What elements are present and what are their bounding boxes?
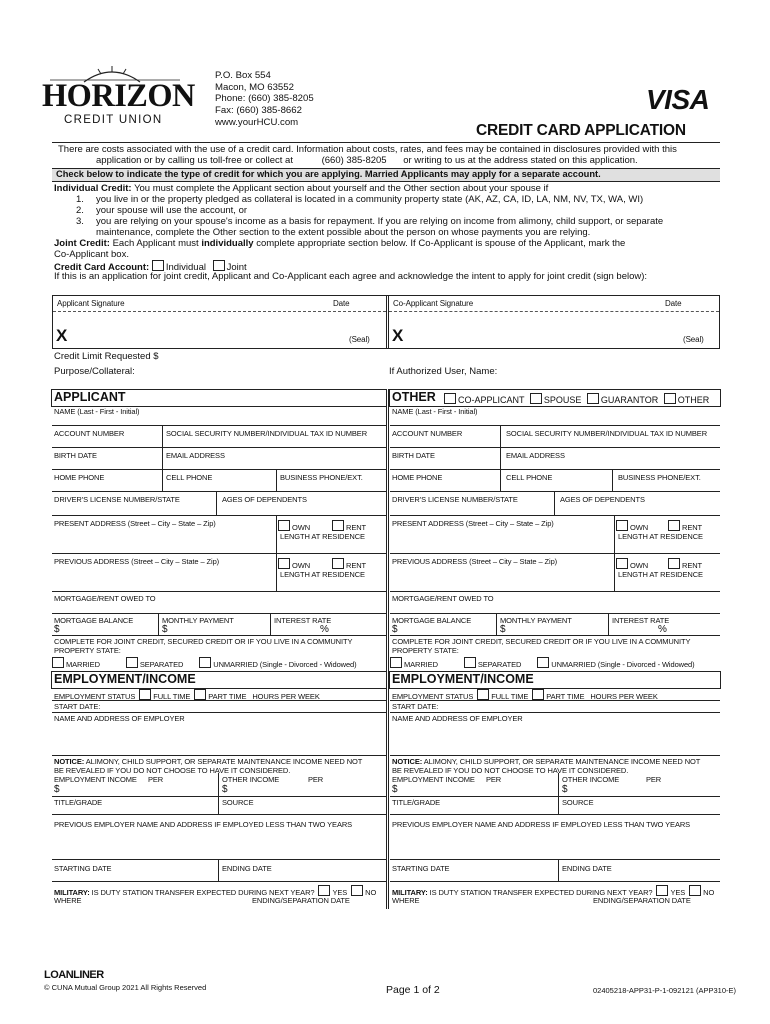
employer-field[interactable]: NAME AND ADDRESS OF EMPLOYER [54, 714, 185, 723]
item-text: you are relying on your spouse's income as a basis for repayment. If you are relying on income from alimony, child support, or separate [96, 216, 664, 227]
col-rule [558, 773, 559, 814]
row-rule [52, 469, 386, 470]
individual-option-label: Individual [165, 262, 206, 273]
notice-label: NOTICE: [54, 757, 85, 766]
previous-employer-field[interactable]: PREVIOUS EMPLOYER NAME AND ADDRESS IF EMPLOYED LESS THAN TWO YEARS [54, 820, 353, 829]
individual-credit-line [54, 183, 548, 194]
community-note: PROPERTY STATE: [392, 646, 459, 655]
monthly-payment-field[interactable]: MONTHLY PAYMENT [500, 616, 572, 625]
dependents-field[interactable]: AGES OF DEPENDENTS [560, 495, 645, 504]
mortgage-balance-field[interactable]: MORTGAGE BALANCE [54, 616, 134, 625]
military-label: MILITARY: [54, 888, 90, 897]
col-rule [608, 613, 609, 635]
dollar-sign: $ [500, 624, 506, 635]
separation-date-field[interactable]: ENDING/SEPARATION DATE [593, 896, 691, 905]
check-bar-text: Check below to indicate the type of credit for which you are applying. Married Applicants may apply for a separate account. [56, 169, 601, 179]
joint-note: If this is an application for joint credit, Applicant and Co-Applicant each agree and acknowledge the intent to apply for joint credit (sign below): [54, 271, 648, 282]
birth-date-field[interactable]: BIRTH DATE [392, 451, 435, 460]
page-title: CREDIT CARD APPLICATION [476, 122, 686, 139]
notice-label: NOTICE: [392, 757, 423, 766]
coapplicant-signature-field[interactable]: X [392, 326, 404, 345]
spouse-checkbox[interactable] [530, 393, 542, 404]
dollar-sign: $ [392, 784, 398, 795]
item-num: 1. [76, 194, 84, 205]
per-label: PER [148, 775, 164, 784]
community-note: PROPERTY STATE: [54, 646, 121, 655]
divider [389, 311, 719, 312]
percent-sign: % [658, 624, 667, 635]
row-rule [390, 469, 720, 470]
hours-per-week-field[interactable]: HOURS PER WEEK [590, 692, 658, 701]
col-rule [216, 491, 217, 515]
interest-rate-field[interactable]: INTEREST RATE [612, 616, 670, 625]
row-rule [52, 515, 386, 516]
start-date-field[interactable]: START DATE: [392, 702, 439, 711]
home-phone-field[interactable]: HOME PHONE [392, 473, 443, 482]
col-rule [276, 515, 277, 553]
license-field[interactable]: DRIVER'S LICENSE NUMBER/STATE [392, 495, 518, 504]
authorized-user-field[interactable]: If Authorized User, Name: [389, 366, 498, 377]
website-line: www.yourHCU.com [215, 116, 299, 128]
married-label: MARRIED [66, 660, 100, 669]
row-rule [390, 591, 720, 592]
source-field[interactable]: SOURCE [222, 798, 254, 807]
ending-date-field[interactable]: ENDING DATE [222, 864, 272, 873]
option-label: OTHER [677, 395, 710, 405]
employment-title: EMPLOYMENT/INCOME [392, 672, 534, 686]
col-rule [558, 859, 559, 881]
own-option [278, 558, 310, 570]
row-rule [52, 553, 386, 554]
military-yes-checkbox[interactable] [656, 885, 668, 896]
seal-label: (Seal) [349, 335, 370, 344]
business-phone-field[interactable]: BUSINESS PHONE/EXT. [280, 473, 363, 482]
other-income-field[interactable]: OTHER INCOME [562, 775, 620, 784]
col-rule [218, 859, 219, 881]
home-phone-field[interactable]: HOME PHONE [54, 473, 105, 482]
row-rule [52, 712, 386, 713]
item-num: 3. [76, 216, 84, 227]
name-field[interactable]: NAME (Last - First - Initial) [54, 407, 140, 416]
col-rule [270, 613, 271, 635]
individual-checkbox[interactable] [152, 260, 164, 271]
part-time-checkbox[interactable] [532, 689, 544, 700]
row-rule [390, 491, 720, 492]
applicant-signature-field[interactable]: X [56, 326, 68, 345]
other-column [390, 405, 720, 675]
license-field[interactable]: DRIVER'S LICENSE NUMBER/STATE [54, 495, 180, 504]
individual-credit-text: You must complete the Applicant section about yourself and the Other section about your spouse if [134, 183, 549, 194]
row-rule [52, 796, 386, 797]
copyright: © CUNA Mutual Group 2021 All Rights Reserved [44, 983, 207, 992]
part-time-checkbox[interactable] [194, 689, 206, 700]
own-option [616, 520, 648, 532]
row-rule [390, 755, 720, 756]
row-rule [390, 515, 720, 516]
per-label: PER [486, 775, 502, 784]
dollar-sign: $ [54, 624, 60, 635]
start-date-field[interactable]: START DATE: [54, 702, 101, 711]
title-grade-field[interactable]: TITLE/GRADE [54, 798, 103, 807]
contact-block [215, 70, 314, 129]
employment-income-field[interactable]: EMPLOYMENT INCOME [54, 775, 137, 784]
item-text: your spouse will use the account, or [96, 205, 248, 216]
other-options [444, 393, 709, 405]
own-checkbox[interactable] [278, 520, 290, 531]
joint-credit-line [54, 238, 625, 249]
form-code: 02405218-APP31-P-1-092121 (APP310-E) [593, 986, 737, 995]
col-rule [162, 425, 163, 447]
row-rule [390, 700, 720, 701]
guarantor-checkbox[interactable] [587, 393, 599, 404]
previous-address-field[interactable]: PREVIOUS ADDRESS (Street – City – State – Zip) [54, 557, 220, 566]
dollar-sign: $ [162, 624, 168, 635]
intro-phone: (660) 385-8205 [321, 155, 387, 166]
divider [386, 296, 387, 348]
mortgage-owed-field[interactable]: MORTGAGE/RENT OWED TO [392, 594, 494, 603]
rent-checkbox[interactable] [332, 520, 344, 531]
rent-option [668, 520, 702, 532]
signature-box [52, 295, 720, 349]
length-residence-field[interactable]: LENGTH AT RESIDENCE [618, 570, 703, 579]
length-residence-field[interactable]: LENGTH AT RESIDENCE [280, 570, 365, 579]
address-line: Macon, MO 63552 [215, 81, 294, 93]
rent-checkbox[interactable] [668, 520, 680, 531]
percent-sign: % [320, 624, 329, 635]
community-note: COMPLETE FOR JOINT CREDIT, SECURED CREDIT OR IF YOU LIVE IN A COMMUNITY [392, 637, 691, 646]
rent-label: RENT [682, 523, 703, 532]
loanliner-logo: LOANLINER [44, 969, 104, 981]
notice-line: BE REVEALED IF YOU DO NOT CHOOSE TO HAVE IT CONSIDERED. [392, 766, 629, 775]
rent-label: RENT [682, 561, 703, 570]
married-checkbox[interactable] [52, 657, 64, 668]
dollar-sign: $ [222, 784, 228, 795]
military-question: IS DUTY STATION TRANSFER EXPECTED DURING NEXT YEAR? [91, 888, 315, 897]
coapplicant-signature-label: Co-Applicant Signature [393, 299, 474, 308]
row-rule [390, 859, 720, 860]
email-field[interactable]: EMAIL ADDRESS [166, 451, 225, 460]
row-rule [390, 635, 720, 636]
employment-status-label: EMPLOYMENT STATUS [392, 692, 474, 701]
page-number: Page 1 of 2 [386, 984, 440, 996]
center-divider [388, 389, 389, 909]
col-rule [614, 553, 615, 591]
intro-text: or writing to us at the address stated on this application. [403, 155, 638, 166]
item-text: you live in or the property pledged as collateral is located in a community property state (AK, AZ, CA, ID, LA, NM, NV, TX, WA, WI) [96, 194, 644, 205]
intro-line [96, 155, 638, 166]
notice-line: ALIMONY, CHILD SUPPORT, OR SEPARATE MAINTENANCE INCOME NEED NOT [423, 757, 701, 766]
logo-subtitle: CREDIT UNION [64, 114, 163, 126]
address-line: P.O. Box 554 [215, 70, 271, 81]
joint-option-label: Joint [226, 262, 247, 273]
rent-label: RENT [346, 561, 367, 570]
part-time-label: PART TIME [208, 692, 247, 701]
hours-per-week-field[interactable]: HOURS PER WEEK [252, 692, 320, 701]
unmarried-label: UNMARRIED (Single - Divorced - Widowed) [551, 660, 695, 669]
option-label: GUARANTOR [600, 395, 659, 405]
fax-line: Fax: (660) 385-8662 [215, 105, 302, 117]
col-rule [162, 447, 163, 469]
joint-text: Each Applicant must [112, 238, 199, 249]
joint-credit-label: Joint Credit: [54, 238, 110, 249]
employer-field[interactable]: NAME AND ADDRESS OF EMPLOYER [392, 714, 523, 723]
part-time-label: PART TIME [546, 692, 585, 701]
unmarried-checkbox[interactable] [199, 657, 211, 668]
row-rule [52, 859, 386, 860]
full-time-checkbox[interactable] [139, 689, 151, 700]
col-rule [500, 447, 501, 469]
previous-address-field[interactable]: PREVIOUS ADDRESS (Street – City – State – Zip) [392, 557, 558, 566]
military-question: IS DUTY STATION TRANSFER EXPECTED DURING NEXT YEAR? [429, 888, 653, 897]
title-grade-field[interactable]: TITLE/GRADE [392, 798, 441, 807]
per-label: PER [308, 775, 324, 784]
separated-label: SEPARATED [139, 660, 184, 669]
starting-date-field[interactable]: STARTING DATE [392, 864, 450, 873]
where-field[interactable]: WHERE [54, 896, 82, 905]
military-yes-checkbox[interactable] [318, 885, 330, 896]
birth-date-field[interactable]: BIRTH DATE [54, 451, 97, 460]
row-rule [52, 613, 386, 614]
present-address-field[interactable]: PRESENT ADDRESS (Street – City – State – Zip) [392, 519, 554, 528]
rent-option [332, 558, 366, 570]
unmarried-checkbox[interactable] [537, 657, 549, 668]
account-type-label: Credit Card Account: [54, 262, 150, 273]
unmarried-label: UNMARRIED (Single - Divorced - Widowed) [213, 660, 357, 669]
col-rule [162, 469, 163, 491]
title-rule [52, 142, 720, 143]
full-time-label: FULL TIME [153, 692, 191, 701]
notice-line: BE REVEALED IF YOU DO NOT CHOOSE TO HAVE IT CONSIDERED. [54, 766, 291, 775]
name-field[interactable]: NAME (Last - First - Initial) [392, 407, 478, 416]
where-field[interactable]: WHERE [392, 896, 420, 905]
full-time-label: FULL TIME [491, 692, 529, 701]
row-rule [390, 425, 720, 426]
col-rule [614, 515, 615, 553]
row-rule [52, 425, 386, 426]
row-rule [52, 881, 386, 882]
rent-label: RENT [346, 523, 367, 532]
dollar-sign: $ [54, 784, 60, 795]
previous-employer-field[interactable]: PREVIOUS EMPLOYER NAME AND ADDRESS IF EMPLOYED LESS THAN TWO YEARS [392, 820, 691, 829]
row-rule [52, 700, 386, 701]
seal-label: (Seal) [683, 335, 704, 344]
community-note: COMPLETE FOR JOINT CREDIT, SECURED CREDIT OR IF YOU LIVE IN A COMMUNITY [54, 637, 353, 646]
own-option [278, 520, 310, 532]
other-checkbox[interactable] [664, 393, 676, 404]
joint-bold: individually [201, 238, 254, 249]
separated-label: SEPARATED [477, 660, 522, 669]
individual-credit-label: Individual Credit: [54, 183, 132, 194]
ending-date-field[interactable]: ENDING DATE [562, 864, 612, 873]
rent-option [668, 558, 702, 570]
per-label: PER [646, 775, 662, 784]
own-label: OWN [630, 561, 649, 570]
ssn-field[interactable]: SOCIAL SECURITY NUMBER/INDIVIDUAL TAX ID NUMBER [506, 429, 708, 438]
item-text: maintenance, complete the Other section to the extent possible about the person on whose payments you are relying. [96, 227, 591, 238]
joint-text-line2: Co-Applicant box. [54, 249, 129, 260]
dollar-sign: $ [392, 624, 398, 635]
separated-checkbox[interactable] [464, 657, 476, 668]
dollar-sign: $ [562, 784, 568, 795]
military-no-checkbox[interactable] [351, 885, 363, 896]
mortgage-balance-field[interactable]: MORTGAGE BALANCE [392, 616, 472, 625]
row-rule [390, 814, 720, 815]
own-option [616, 558, 648, 570]
length-residence-field[interactable]: LENGTH AT RESIDENCE [618, 532, 703, 541]
option-label: SPOUSE [543, 395, 582, 405]
credit-limit-field[interactable]: Credit Limit Requested $ [54, 351, 159, 362]
marital-options [390, 657, 695, 669]
own-label: OWN [292, 561, 311, 570]
account-number-field[interactable]: ACCOUNT NUMBER [54, 429, 125, 438]
row-rule [52, 755, 386, 756]
notice-text [54, 757, 362, 766]
monthly-payment-field[interactable]: MONTHLY PAYMENT [162, 616, 234, 625]
row-rule [390, 712, 720, 713]
own-checkbox[interactable] [616, 558, 628, 569]
no-label: NO [365, 888, 377, 897]
check-bar [52, 168, 720, 182]
row-rule [52, 591, 386, 592]
divider [388, 296, 389, 348]
married-checkbox[interactable] [390, 657, 402, 668]
cell-phone-field[interactable]: CELL PHONE [506, 473, 553, 482]
visa-logo: VISA [646, 84, 710, 115]
employment-status-label: EMPLOYMENT STATUS [54, 692, 136, 701]
col-rule [500, 425, 501, 447]
employment-income-field[interactable]: EMPLOYMENT INCOME [392, 775, 475, 784]
item-num: 2. [76, 205, 84, 216]
starting-date-field[interactable]: STARTING DATE [54, 864, 112, 873]
joint-text: complete appropriate section below. If Co-Applicant is spouse of the Applicant, mark the [256, 238, 626, 249]
col-rule [276, 469, 277, 491]
row-rule [52, 447, 386, 448]
applicant-signature-label: Applicant Signature [57, 299, 125, 308]
employment-title: EMPLOYMENT/INCOME [54, 672, 196, 686]
center-divider [386, 389, 387, 909]
row-rule [390, 447, 720, 448]
employment-applicant [52, 687, 386, 912]
date-label: Date [665, 299, 682, 308]
notice-line: ALIMONY, CHILD SUPPORT, OR SEPARATE MAINTENANCE INCOME NEED NOT [85, 757, 363, 766]
col-rule [496, 613, 497, 635]
marital-options [52, 657, 357, 669]
applicant-title: APPLICANT [54, 390, 126, 404]
other-income-field[interactable]: OTHER INCOME [222, 775, 280, 784]
military-no-checkbox[interactable] [689, 885, 701, 896]
col-rule [218, 773, 219, 814]
email-field[interactable]: EMAIL ADDRESS [506, 451, 565, 460]
present-address-field[interactable]: PRESENT ADDRESS (Street – City – State – Zip) [54, 519, 216, 528]
ssn-field[interactable]: SOCIAL SECURITY NUMBER/INDIVIDUAL TAX ID NUMBER [166, 429, 368, 438]
yes-label: YES [332, 888, 348, 897]
no-label: NO [703, 888, 715, 897]
full-time-checkbox[interactable] [477, 689, 489, 700]
col-rule [158, 613, 159, 635]
col-rule [612, 469, 613, 491]
dependents-field[interactable]: AGES OF DEPENDENTS [222, 495, 307, 504]
phone-line: Phone: (660) 385-8205 [215, 93, 314, 105]
separated-checkbox[interactable] [126, 657, 138, 668]
row-rule [52, 814, 386, 815]
length-residence-field[interactable]: LENGTH AT RESIDENCE [280, 532, 365, 541]
military-label: MILITARY: [392, 888, 428, 897]
own-checkbox[interactable] [278, 558, 290, 569]
other-title: OTHER [392, 390, 436, 404]
date-label: Date [333, 299, 350, 308]
own-label: OWN [292, 523, 311, 532]
row-rule [52, 491, 386, 492]
intro-text: application or by calling us toll-free or collect at [96, 155, 293, 166]
col-rule [554, 491, 555, 515]
intro-line: There are costs associated with the use of a credit card. Information about costs, rates, and fees may be contained in disclosures provided with this [58, 144, 677, 155]
notice-text [392, 757, 700, 766]
married-label: MARRIED [404, 660, 438, 669]
row-rule [390, 613, 720, 614]
purpose-field[interactable]: Purpose/Collateral: [54, 366, 135, 377]
applicant-column [52, 405, 386, 675]
mortgage-owed-field[interactable]: MORTGAGE/RENT OWED TO [54, 594, 156, 603]
own-label: OWN [630, 523, 649, 532]
row-rule [390, 553, 720, 554]
business-phone-field[interactable]: BUSINESS PHONE/EXT. [618, 473, 701, 482]
logo-wordmark: HORIZON [42, 78, 195, 114]
account-number-field[interactable]: ACCOUNT NUMBER [392, 429, 463, 438]
own-checkbox[interactable] [616, 520, 628, 531]
joint-checkbox[interactable] [213, 260, 225, 271]
rent-checkbox[interactable] [332, 558, 344, 569]
col-rule [276, 553, 277, 591]
rent-option [332, 520, 366, 532]
row-rule [390, 796, 720, 797]
yes-label: YES [670, 888, 686, 897]
employment-other [390, 687, 720, 912]
col-rule [500, 469, 501, 491]
rent-checkbox[interactable] [668, 558, 680, 569]
coapplicant-checkbox[interactable] [444, 393, 456, 404]
separation-date-field[interactable]: ENDING/SEPARATION DATE [252, 896, 350, 905]
source-field[interactable]: SOURCE [562, 798, 594, 807]
credit-union-logo [40, 64, 195, 126]
interest-rate-field[interactable]: INTEREST RATE [274, 616, 332, 625]
row-rule [390, 881, 720, 882]
option-label: CO-APPLICANT [458, 395, 525, 405]
cell-phone-field[interactable]: CELL PHONE [166, 473, 213, 482]
divider [53, 311, 386, 312]
row-rule [52, 635, 386, 636]
